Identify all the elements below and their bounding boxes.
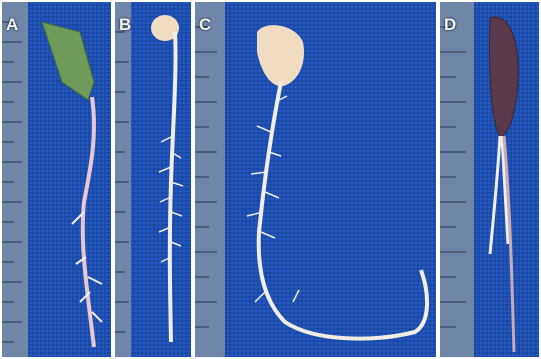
panel-label-c: C [199, 15, 212, 34]
panel-d [440, 2, 539, 357]
panel-label-b: B [119, 15, 132, 34]
panel-c [195, 2, 436, 357]
panel-label-a: A [6, 15, 19, 34]
ruler-c [195, 2, 225, 357]
panel-c-photo [195, 2, 436, 357]
panel-label-d: D [444, 15, 457, 34]
panel-a-photo [2, 2, 111, 357]
panel-d-photo [440, 2, 539, 357]
panel-a [2, 2, 111, 357]
ruler-d [440, 2, 474, 357]
ruler-b [115, 2, 131, 357]
panel-b [115, 2, 191, 357]
ruler-a [2, 2, 28, 357]
panel-b-photo [115, 2, 191, 357]
